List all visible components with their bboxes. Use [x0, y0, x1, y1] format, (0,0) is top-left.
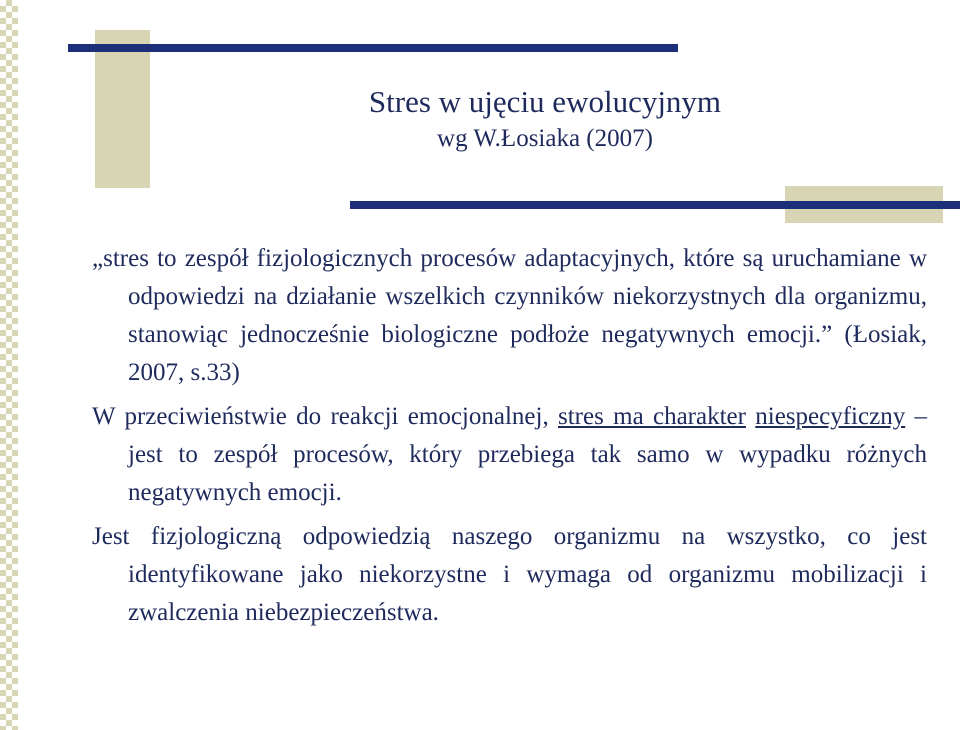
slide-body	[92, 240, 927, 632]
comparison-text-start: W przeciwieństwie do reakcji emocjonalnej,	[92, 403, 558, 430]
top-accent-bar	[68, 44, 678, 52]
comparison-text-end: – jest to zespół procesów, który przebiega tak samo w wypadku różnych negatywnych emocji.	[128, 403, 928, 506]
underlined-phrase-2: niespecyficzny	[755, 403, 906, 430]
quote-paragraph: „stres to zespół fizjologicznych procesów adaptacyjnych, które są uruchamiane w odpowiedzi na działanie wszelkich czynników niekorzystnych dla organizmu, stanowiąc jednocześnie biologiczne podłoże negatywnych emocji.” (Łosiak, 2007, s.33)	[92, 245, 927, 386]
comparison-paragraph	[92, 398, 927, 512]
top-decorative-block	[95, 30, 150, 188]
comparison-space	[746, 403, 755, 430]
underlined-phrase-1: stres ma charakter	[558, 403, 746, 430]
definition-paragraph: Jest fizjologiczną odpowiedzią naszego organizmu na wszystko, co jest identyfikowane jako niekorzystne i wymaga od organizmu mobilizacji i zwalczenia niebezpieczeństwa.	[92, 523, 927, 626]
slide-subtitle: wg W.Łosiaka (2007)	[437, 125, 653, 152]
left-stripe-decoration	[0, 0, 18, 730]
slide-title: Stres w ujęciu ewolucyjnym	[368, 84, 722, 119]
right-accent-bar	[350, 201, 960, 209]
